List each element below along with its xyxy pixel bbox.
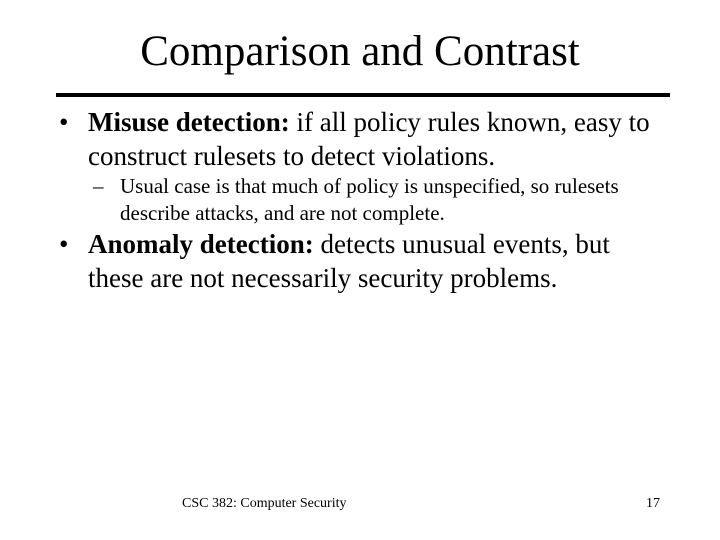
bullet-anomaly-detection	[59, 227, 658, 295]
bullet-term: Misuse detection:	[88, 107, 290, 137]
bullet-text: if all policy rules known, easy to construct rulesets to detect violations.	[88, 107, 650, 171]
bullet-marker: •	[59, 229, 69, 259]
bullet-marker: •	[59, 107, 69, 137]
slide-title: Comparison and Contrast	[140, 28, 580, 75]
bullet-misuse-detection	[59, 105, 658, 173]
footer-course-name: CSC 382: Computer Security	[182, 496, 347, 511]
sub-bullet-text: Usual case is that much of policy is unspecified, so rulesets describe attacks, and are not complete.	[120, 174, 619, 225]
footer-page-number: 17	[646, 496, 660, 511]
bullet-term: Anomaly detection:	[88, 229, 314, 259]
bullet-text: detects unusual events, but these are not necessarily security problems.	[88, 229, 610, 293]
sub-bullet-usual-case	[93, 173, 640, 227]
sub-bullet-marker: –	[93, 174, 104, 198]
